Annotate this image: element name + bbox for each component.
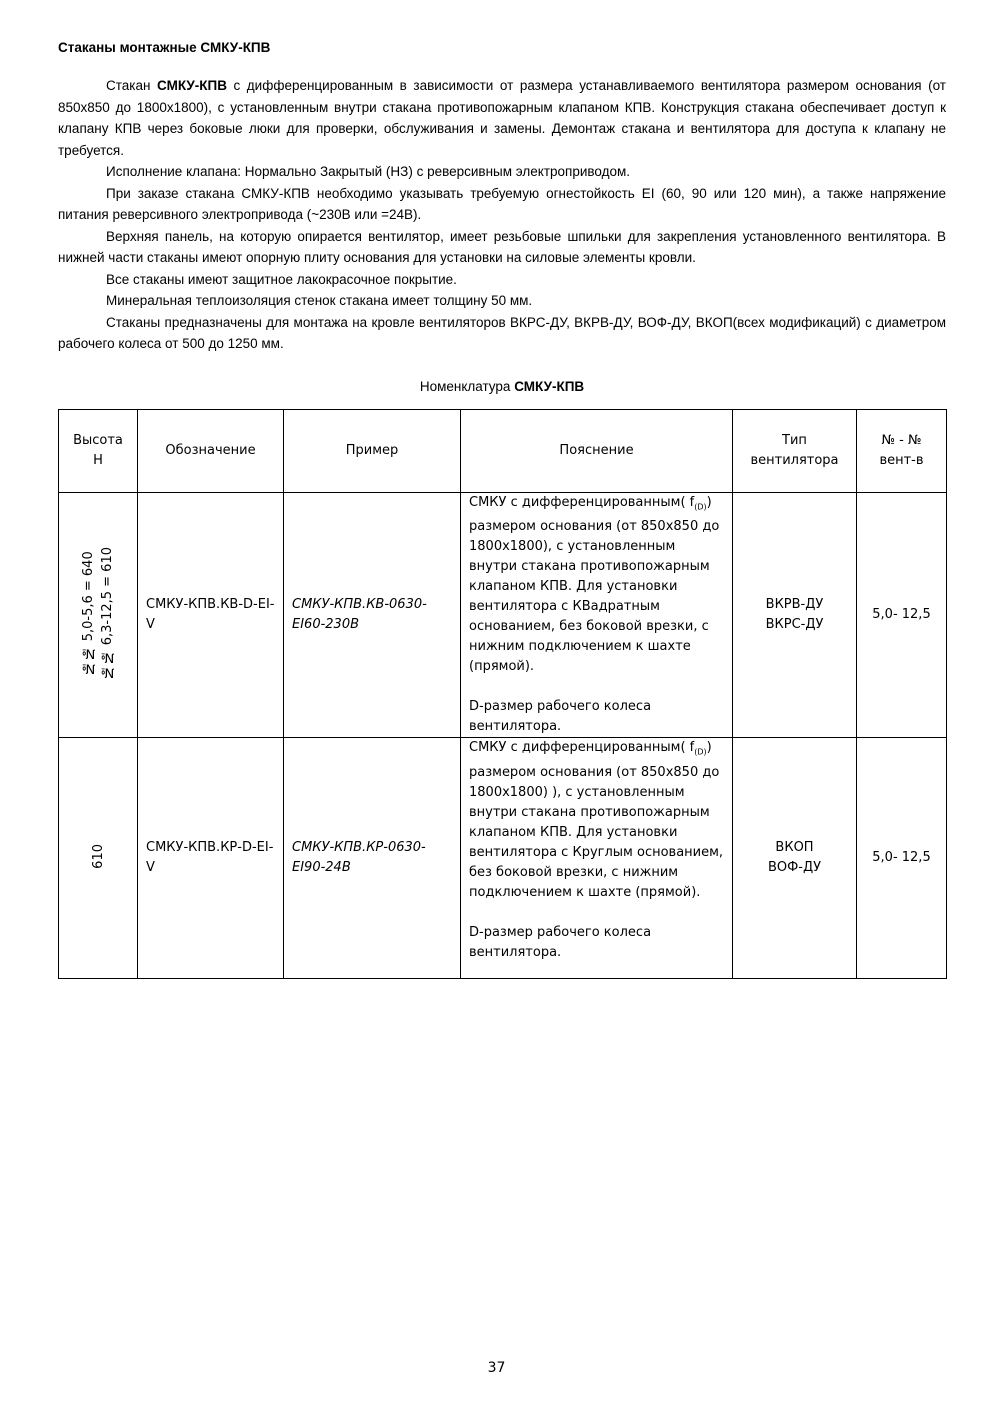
example-cell: СМКУ-КПВ.КВ-0630-EI60-230В [284, 492, 461, 738]
designation-cell: СМКУ-КПВ.КР-D-EI-V [138, 738, 284, 979]
explanation-note: D-размер рабочего колеса вентилятора. [469, 924, 652, 960]
header-fan-range-line2: вент-в [879, 452, 924, 468]
header-fan-range-line1: № - № [881, 432, 922, 448]
explanation-text [469, 738, 724, 903]
caption-product: СМКУ-КПВ [514, 378, 585, 394]
paragraph-intro [58, 75, 946, 161]
paragraph-purpose: Стаканы предназначены для монтажа на кровле вентиляторов ВКРС-ДУ, ВКРВ-ДУ, ВОФ-ДУ, ВКОП(всех модификаций) с диаметром рабочего колеса от 500 до 1250 мм. [58, 314, 946, 351]
explanation-cell [461, 738, 733, 979]
designation-cell: СМКУ-КПВ.КВ-D-EI-V [138, 492, 284, 738]
header-designation: Обозначение [138, 409, 284, 492]
paragraph-coating: Все стаканы имеют защитное лакокрасочное покрытие. [106, 271, 457, 287]
product-name: СМКУ-КПВ [157, 78, 227, 93]
explanation-subscript: (D) [694, 502, 707, 512]
section-heading: Стаканы монтажные СМКУ-КПВ [58, 40, 271, 55]
fan-type-cell [733, 492, 857, 738]
fan-type-1: ВКОП [775, 840, 814, 856]
header-explanation: Пояснение [461, 409, 733, 492]
height-cell [59, 492, 138, 738]
height-line2: №№ 6,3-12,5 = 610 [100, 546, 115, 679]
paragraph-valve: Исполнение клапана: Нормально Закрытый (НЗ) с реверсивным электроприводом. [106, 164, 631, 179]
paragraph-order: При заказе стакана СМКУ-КПВ необходимо указывать требуемую огнестойкость EI (60, 90 или 120 мин), а также напряжение питания реверсивного электропривода (~230В или =24В). [58, 185, 946, 222]
intro-text-start: Стакан [106, 78, 157, 93]
table-row [59, 738, 947, 979]
header-fan-range [857, 409, 947, 492]
header-height-line1: Высота [73, 432, 123, 448]
header-fan-type-line1: Тип [782, 432, 807, 448]
explanation-rest: ) размером основания (от 850х850 до 1800х1800) ), с установленным внутри стакана противопожарным клапаном КПВ. Для установки вентилятора с Круглым основанием, без боковой врезки, с нижним подключением к шахте (прямой). [469, 740, 724, 900]
explanation-note: D-размер рабочего колеса вентилятора. [469, 699, 652, 735]
explanation-text [469, 493, 724, 678]
header-fan-type-line2: вентилятора [750, 452, 839, 468]
header-fan-type [733, 409, 857, 492]
header-height [59, 409, 138, 492]
fan-type-2: ВОФ-ДУ [767, 860, 822, 876]
explanation-rest: ) размером основания (от 850х850 до 1800х1800), с установленным внутри стакана противопожарным клапаном КПВ. Для установки вентилятора с КВадратным основанием, без боковой врезки, с нижним подключением к шахте (прямой). [469, 494, 720, 675]
paragraph-top-panel: Верхняя панель, на которую опирается вентилятор, имеет резьбовые шпильки для закрепления установленного вентилятора. В нижней части стаканы имеют опорную плиту основания для установки на силовые элементы кровли. [58, 228, 946, 265]
header-example: Пример [284, 409, 461, 492]
table-row [59, 492, 947, 738]
fan-range-cell: 5,0- 12,5 [857, 492, 947, 738]
paragraph-insulation: Минеральная теплоизоляция стенок стакана имеет толщину 50 мм. [106, 293, 533, 308]
height-line1: №№ 5,0-5,6 = 640 [81, 550, 96, 675]
fan-type-cell [733, 738, 857, 979]
height-cell [59, 738, 138, 979]
nomenclature-table [58, 409, 947, 980]
table-header-row [59, 409, 947, 492]
explanation-start: СМКУ с дифференцированным( f [469, 740, 695, 756]
fan-type-1: ВКРВ-ДУ [765, 596, 824, 612]
height-value: 610 [90, 843, 106, 869]
page-number: 37 [487, 1360, 506, 1376]
explanation-cell [461, 492, 733, 738]
header-height-line2: Н [93, 452, 103, 468]
fan-range-cell: 5,0- 12,5 [857, 738, 947, 979]
table-caption [58, 379, 946, 394]
fan-type-2: ВКРС-ДУ [765, 616, 824, 632]
caption-text: Номенклатура [419, 378, 515, 394]
example-cell: СМКУ-КПВ.КР-0630-EI90-24В [284, 738, 461, 979]
document-page [58, 40, 946, 979]
explanation-start: СМКУ с дифференцированным( f [469, 494, 695, 510]
explanation-subscript: (D) [694, 747, 707, 757]
intro-text-rest: с дифференцированным в зависимости от размера устанавливаемого вентилятора размером основания (от 850х850 до 1800х1800), с установленным внутри стакана противопожарным клапаном КПВ. Конструкция стакана обеспечивает доступ к клапану КПВ через боковые люки для проверки, обслуживания и замены. Демонтаж стакана и вентилятора для доступа к клапану не требуется. [58, 78, 946, 158]
height-value [79, 547, 117, 679]
